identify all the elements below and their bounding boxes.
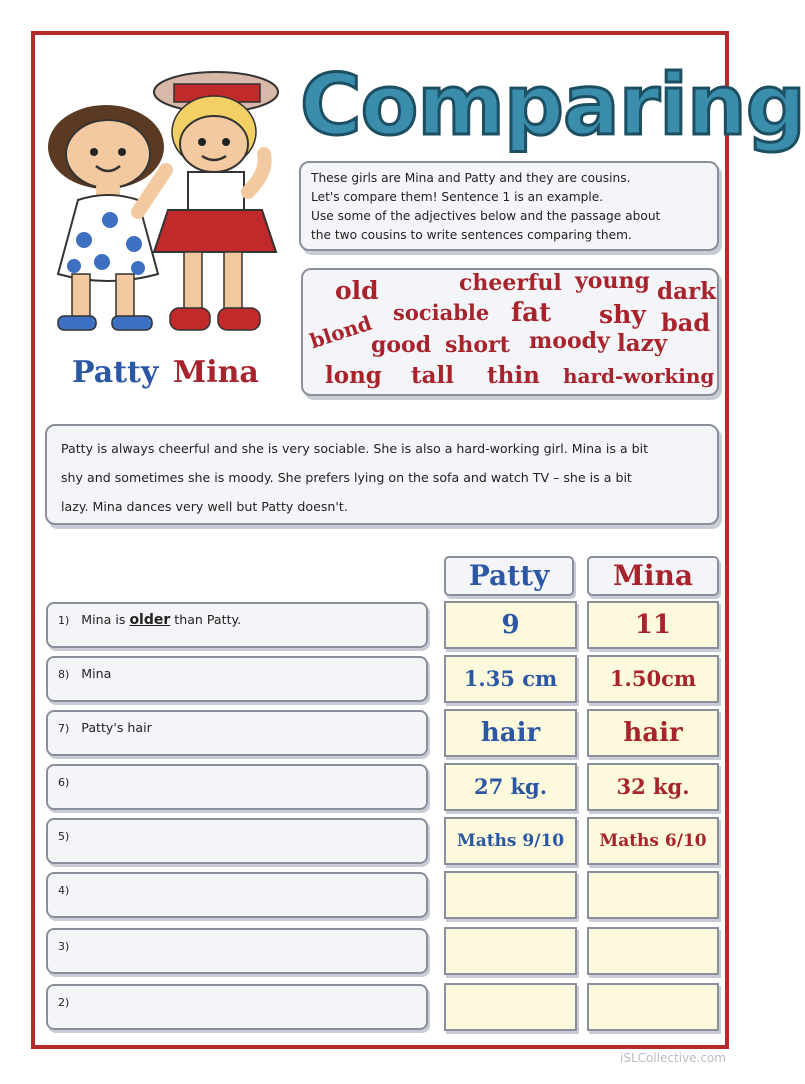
adjective-hard-working: hard-working: [563, 364, 715, 388]
column-header-mina: Mina: [587, 556, 719, 596]
adjective-good: good: [371, 332, 432, 358]
girls-illustration: [38, 62, 288, 352]
cell-mina-5: Maths 6/10: [587, 817, 719, 865]
adjective-shy: shy: [599, 300, 646, 329]
intro-line: Use some of the adjectives below and the passage about: [311, 209, 661, 223]
sentence-box-4[interactable]: [46, 872, 428, 918]
adjective-thin: thin: [487, 362, 540, 389]
adjective-cheerful: cheerful: [459, 270, 562, 296]
adjective-long: long: [325, 362, 382, 389]
sentence-number: 6): [58, 776, 70, 789]
intro-line: Let's compare them! Sentence 1 is an example.: [311, 190, 604, 204]
cell-mina-8: 1.50cm: [587, 655, 719, 703]
adjective-old: old: [335, 276, 379, 305]
page-title: Comparing: [300, 56, 805, 154]
sentence-number: 3): [58, 940, 70, 953]
sentence-box-6[interactable]: [46, 764, 428, 810]
intro-box: [299, 161, 719, 251]
cell-patty-5: Maths 9/10: [444, 817, 577, 865]
sentence-box-3[interactable]: [46, 928, 428, 974]
cell-mina-2[interactable]: [587, 983, 719, 1031]
adjective-short: short: [445, 332, 510, 358]
sentence-text: than Patty.: [170, 612, 242, 627]
mina-figure: [154, 72, 278, 330]
intro-line: These girls are Mina and Patty and they are cousins.: [311, 171, 631, 185]
sentence-box-8[interactable]: [46, 656, 428, 702]
passage-line: shy and sometimes she is moody. She prefers lying on the sofa and watch TV – she is a bit: [61, 470, 632, 485]
sentence-number: 8): [58, 668, 70, 681]
adjective-lazy: lazy: [617, 330, 668, 357]
adjective-dark: dark: [657, 278, 717, 305]
sentence-text: Patty's hair: [81, 720, 152, 735]
adjective-young: young: [575, 268, 650, 294]
cell-mina-7: hair: [587, 709, 719, 757]
sentence-box-7[interactable]: [46, 710, 428, 756]
adjective-moody: moody: [529, 328, 610, 354]
passage-line: Patty is always cheerful and she is very sociable. She is also a hard-working girl. Mina is a bit: [61, 441, 649, 456]
sentence-number: 5): [58, 830, 70, 843]
watermark: iSLCollective.com: [620, 1051, 726, 1065]
sentence-box-2[interactable]: [46, 984, 428, 1030]
sentence-number: 7): [58, 722, 70, 735]
sentence-number: 4): [58, 884, 70, 897]
cell-mina-6: 32 kg.: [587, 763, 719, 811]
passage-box: [45, 424, 719, 525]
cell-patty-4[interactable]: [444, 871, 577, 919]
sentence-number: 2): [58, 996, 70, 1009]
adjective-fat: fat: [511, 298, 552, 328]
cell-patty-1: 9: [444, 601, 577, 649]
sentence-number: 1): [58, 614, 70, 627]
patty-figure: [48, 105, 166, 330]
cell-mina-1: 11: [587, 601, 719, 649]
column-header-patty: Patty: [444, 556, 574, 596]
passage-line: lazy. Mina dances very well but Patty doesn't.: [61, 499, 348, 514]
sentence-box-5[interactable]: [46, 818, 428, 864]
sentence-box-1[interactable]: [46, 602, 428, 648]
cell-patty-8: 1.35 cm: [444, 655, 577, 703]
sentence-text: Mina is: [81, 612, 130, 627]
adjective-bad: bad: [661, 308, 711, 337]
mina-label: Mina: [173, 355, 259, 390]
adjective-tall: tall: [411, 362, 455, 389]
adjective-sociable: sociable: [393, 300, 490, 325]
cell-patty-3[interactable]: [444, 927, 577, 975]
sentence-emphasis: older: [129, 612, 171, 628]
adjective-blond: blond: [306, 310, 375, 354]
cell-mina-4[interactable]: [587, 871, 719, 919]
adjectives-box: [301, 268, 719, 396]
sentence-text: Mina: [81, 666, 112, 681]
cell-mina-3[interactable]: [587, 927, 719, 975]
intro-line: the two cousins to write sentences comparing them.: [311, 228, 632, 242]
cell-patty-2[interactable]: [444, 983, 577, 1031]
patty-label: Patty: [72, 355, 159, 390]
cell-patty-7: hair: [444, 709, 577, 757]
cell-patty-6: 27 kg.: [444, 763, 577, 811]
